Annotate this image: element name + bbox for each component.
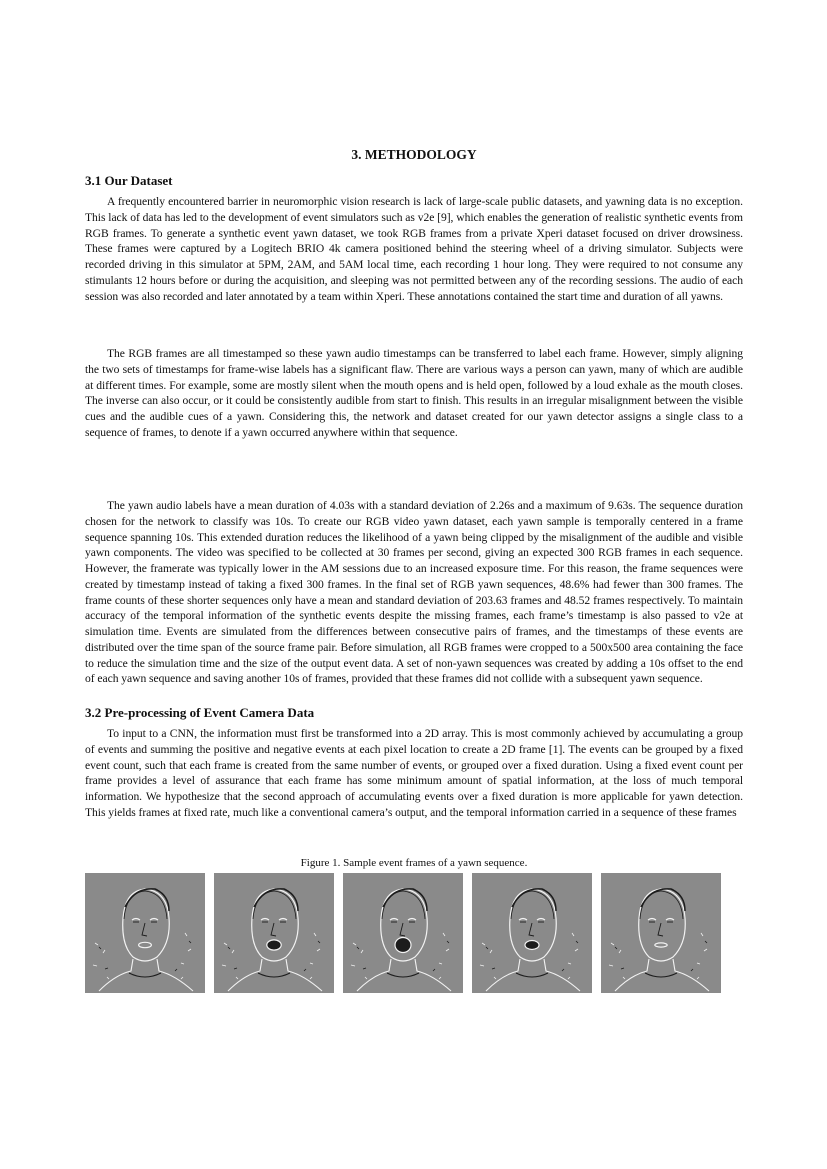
event-edge-stroke [132, 919, 140, 921]
event-frame-5 [601, 873, 721, 993]
subsection-title-preprocessing: 3.2 Pre-processing of Event Camera Data [85, 705, 315, 720]
event-edge-stroke [655, 943, 667, 947]
event-edge-stroke [357, 959, 391, 991]
paragraph-dataset-2: The RGB frames are all timestamped so these yawn audio timestamps can be transferred to label each frame. However, simply aligning the two sets of timestamps for frame-wise labels has a significant flaw. There are various ways a person can yawn, many of which are audible at different times. For example, some are mostly silent when the mouth opens and is held open, followed by a loud exhale as the mouth closes. The inverse can also occur, or it could be consistently audible from start to finish. This results in an irregular misalignment between the visible cues and the audible cues of a yawn. Considering this, the network and dataset created for our yawn detector assigns a single class to a sequence of frames, to denote if a yawn occurred anywhere within that sequence. [85, 347, 743, 439]
event-frame-icon [214, 873, 334, 993]
event-frame-icon [472, 873, 592, 993]
event-edge-stroke [415, 959, 451, 991]
event-edge-stroke [99, 941, 191, 971]
event-edge-stroke [258, 973, 290, 977]
event-frame-4 [472, 873, 592, 993]
paragraph-dataset-3: The yawn audio labels have a mean duration of 4.03s with a standard deviation of 2.26s and a maximum of 9.63s. The sequence duration chosen for the network to classify was 10s. To create our RGB video yawn dataset, each yawn sample is temporally centered in a frame sequence spanning 10s. This extended duration reduces the likelihood of a yawn being clipped by the misalignment of the audible and visible yawn components. The video was specified to be collected at 30 frames per second, giving an expected 300 RGB frames in each sequence. However, the framerate was typically lower in the AM sessions due to an increased exposure time. For this reason, the frame sequences were created by timestamp instead of taking a fixed 300 frames. In the final set of RGB yawn sequences, 48.6% had fewer than 300 frames. The frame counts of these shorter sequences only have a mean and standard deviation of 203.63 frames and 48.52 frames respectively. To maintain accuracy of the temporal information of the synthetic events despite the missing frames, each frame’s timestamp is also passed to v2e at simulation time. Events are simulated from the differences between consecutive pairs of frames, and the timestamps of these events are distributed over the time span of the source frame pair. Before simulation, all RGB frames were cropped to a 500x500 area containing the face to reduce the simulation time and the size of the output event data. A set of non-yawn sequences was created by adding a 10s offset to the end of each yawn sequence and saving another 10s of frames, provided that these frames did not collide with a subsequent yawn sequence. [85, 499, 743, 686]
event-edge-stroke [125, 889, 169, 911]
event-edge-stroke [390, 919, 398, 921]
event-edge-stroke [400, 923, 405, 936]
event-edge-stroke [383, 889, 427, 911]
event-edge-stroke [519, 919, 527, 921]
event-edge-stroke [648, 919, 656, 921]
event-edge-stroke [408, 919, 416, 921]
event-edge-stroke [395, 938, 411, 953]
paragraph-preprocessing-1: To input to a CNN, the information must first be transformed into a 2D array. This is most commonly achieved by accumulating a group of events and summing the positive and negative events at each pixel location to create a 2D frame [1]. The events can be grouped by a fixed event count, such that each frame is created from the same number of events, or grouped over a fixed duration. Using a fixed event count per frame provides a level of assurance that each frame has some minimum amount of spatial information, at the loss of much temporal information. We hypothesize that the second approach of accumulating events over a fixed duration is more applicable for yawn detection. This yields frames at fixed rate, much like a conventional camera’s output, and the temporal information carried in a sequence of these frames [85, 727, 743, 819]
event-frame-icon [343, 873, 463, 993]
event-edge-stroke [129, 973, 161, 977]
figure-event-frames [85, 873, 743, 993]
event-edge-stroke [537, 919, 545, 921]
event-edge-stroke [645, 973, 677, 977]
event-edge-stroke [286, 959, 322, 991]
event-edge-stroke [139, 942, 152, 947]
event-edge-stroke [525, 941, 539, 950]
event-edge-stroke [254, 889, 298, 911]
event-edge-stroke [615, 941, 707, 971]
event-edge-stroke [261, 919, 269, 921]
section-title: 3. METHODOLOGY [351, 147, 477, 162]
event-edge-stroke [615, 959, 649, 991]
event-edge-stroke [609, 933, 707, 979]
event-edge-stroke [150, 919, 158, 921]
event-edge-stroke [99, 959, 133, 991]
event-edge-stroke [529, 923, 534, 936]
event-edge-stroke [93, 933, 191, 979]
event-edge-stroke [267, 940, 281, 950]
figure-caption: Figure 1. Sample event frames of a yawn sequence. [300, 857, 528, 869]
event-frame-icon [601, 873, 721, 993]
event-edge-stroke [157, 959, 193, 991]
subsection-title-dataset: 3.1 Our Dataset [85, 173, 173, 188]
event-edge-stroke [658, 923, 663, 936]
event-edge-stroke [480, 933, 578, 979]
event-edge-stroke [387, 973, 419, 977]
event-edge-stroke [516, 973, 548, 977]
event-edge-stroke [512, 889, 556, 911]
event-edge-stroke [279, 919, 287, 921]
event-edge-stroke [271, 923, 276, 936]
event-edge-stroke [228, 959, 262, 991]
event-frame-3 [343, 873, 463, 993]
event-frame-2 [214, 873, 334, 993]
event-edge-stroke [544, 959, 580, 991]
event-edge-stroke [666, 919, 674, 921]
event-edge-stroke [486, 959, 520, 991]
event-edge-stroke [641, 889, 685, 911]
event-frame-icon [85, 873, 205, 993]
event-edge-stroke [142, 923, 147, 936]
event-edge-stroke [673, 959, 709, 991]
paragraph-dataset-1: A frequently encountered barrier in neuromorphic vision research is lack of large-scale public datasets, and yawning data is no exception. This lack of data has led to the development of event simulators such as v2e [9], which enables the generation of realistic synthetic events from RGB frames. To generate a synthetic event yawn dataset, we took RGB frames from a private Xperi dataset focused on driver drowsiness. These frames were captured by a Logitech BRIO 4k camera positioned behind the steering wheel of a driving simulator. Subjects were recorded driving in this simulator at 5PM, 2AM, and 5AM local time, each recording 1 hour long. They were required to not consume any stimulants 12 hours before or during the acquisition, and sleeping was not permitted between any of the recording sessions. The audio of each session was also recorded and later annotated by a team within Xperi. These annotations contained the start time and duration of all yawns. [85, 195, 743, 303]
event-frame-1 [85, 873, 205, 993]
